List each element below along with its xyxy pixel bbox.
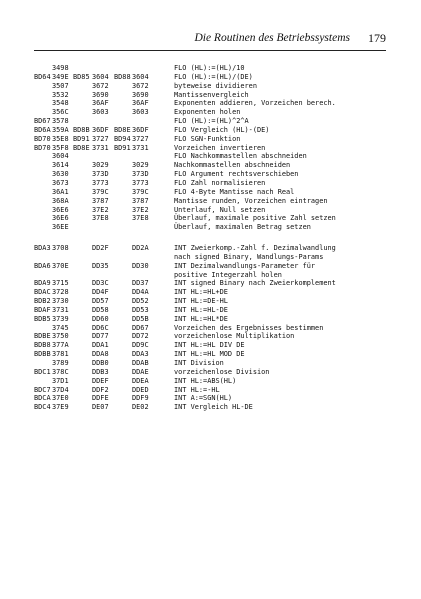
rom-address-c: 3787	[132, 196, 149, 205]
routine-description: FLO (HL):=(HL)/10	[174, 64, 245, 72]
jump-address: BDA3	[34, 244, 51, 253]
jump-address: BDB5	[34, 314, 51, 323]
rom-address-c: DD37	[132, 279, 149, 288]
jump-address-b: BD91	[73, 134, 90, 143]
rom-address-b: DD2F	[92, 244, 109, 253]
rom-address-a: 36E6	[52, 214, 69, 223]
rom-address-a: 37D4	[52, 385, 69, 394]
routine-description: INT HL:=HL MOD DE	[174, 350, 245, 359]
rom-address-b: 3672	[92, 81, 109, 90]
routine-description: INT Vergleich HL-DE	[174, 403, 253, 412]
rom-address-b: DDB0	[92, 359, 109, 367]
table-row	[34, 324, 394, 333]
rom-address-b: DDFE	[92, 394, 109, 403]
rom-address-c: DE02	[132, 403, 149, 412]
jump-address: BD64	[34, 72, 51, 81]
table-row	[34, 403, 394, 412]
rom-address-c: 379C	[132, 187, 149, 196]
rom-address-a: 3750	[52, 332, 69, 341]
rom-address-c: DD67	[132, 323, 149, 332]
rom-address-a: 3745	[52, 323, 69, 332]
table-row	[34, 386, 394, 395]
rom-address-a: 3728	[52, 288, 69, 297]
jump-address-c: BD94	[114, 134, 131, 143]
table-row	[34, 341, 394, 350]
rom-address-c: DD53	[132, 305, 149, 314]
rom-address-a: 3630	[52, 170, 69, 179]
jump-address-b: BD85	[73, 72, 90, 81]
rom-address-a: 356C	[52, 108, 69, 117]
jump-address: BDA6	[34, 261, 51, 270]
page-header	[34, 28, 386, 51]
rom-address-b: 373D	[92, 170, 109, 179]
rom-address-b: 3731	[92, 143, 109, 152]
rom-address-a: 37E9	[52, 403, 69, 412]
jump-address-c: BD88	[114, 72, 131, 81]
rom-address-c: 3672	[132, 81, 149, 90]
table-row	[34, 144, 394, 153]
routine-description: INT HL:=HL+DE	[174, 288, 228, 297]
rom-address-c: DDED	[132, 385, 149, 394]
routine-description: Nachkommastellen abschneiden	[174, 161, 291, 170]
rom-address-c: DD52	[132, 297, 149, 306]
rom-address-b: 3029	[92, 161, 109, 170]
routine-description: INT signed Binary nach Zweierkomplement	[174, 279, 336, 288]
rom-address-a: 3532	[52, 90, 69, 99]
jump-address: BD67	[34, 117, 51, 126]
routine-address-table	[34, 64, 394, 412]
table-row	[34, 135, 394, 144]
rom-address-a: 377A	[52, 341, 69, 350]
rom-address-c: DD30	[132, 261, 149, 270]
table-row	[34, 126, 394, 135]
rom-address-c: 3727	[132, 134, 149, 143]
routine-description: FLO (HL):=(HL)/(DE)	[174, 72, 253, 81]
routine-description: Vorzeichen invertieren	[174, 143, 266, 152]
jump-address-c: BD91	[114, 143, 131, 152]
rom-address-c: DDAE	[132, 367, 149, 376]
table-row	[34, 244, 394, 253]
table-row	[34, 288, 394, 297]
rom-address-a: 3739	[52, 314, 69, 323]
table-row	[34, 99, 394, 108]
routine-description: Unterlauf, Null setzen	[174, 205, 266, 214]
rom-address-a: 3731	[52, 305, 69, 314]
rom-address-b: DD3C	[92, 279, 109, 288]
routine-description: vorzeichenlose Multiplikation	[174, 332, 295, 341]
rom-address-b: 3787	[92, 196, 109, 205]
routine-description: INT HL:=HL-DE	[174, 305, 228, 314]
routine-description: INT HL:=HL DIV DE	[174, 341, 245, 350]
jump-address: BDB2	[34, 297, 51, 306]
rom-address-b: 379C	[92, 187, 109, 196]
rom-address-b: DDA1	[92, 341, 109, 350]
rom-address-c: DD9C	[132, 341, 149, 350]
rom-address-c: DD4A	[132, 288, 149, 297]
rom-address-a: 3781	[52, 350, 69, 359]
rom-address-c: 36AF	[132, 99, 149, 108]
rom-address-c: 36DF	[132, 125, 149, 134]
rom-address-a: 368A	[52, 196, 69, 205]
rom-address-c: 3029	[132, 161, 149, 170]
routine-description: FLO Zahl normalisieren	[174, 178, 266, 187]
routine-description: byteweise dividieren	[174, 81, 257, 90]
jump-address: BDC7	[34, 385, 51, 394]
rom-address-b: DD6C	[92, 323, 109, 332]
table-row	[34, 306, 394, 315]
routine-description: Exponenten holen	[174, 108, 241, 117]
rom-address-c: DDAB	[132, 359, 149, 367]
rom-address-c: 373D	[132, 170, 149, 179]
rom-address-b: 36AF	[92, 99, 109, 108]
rom-address-b: 3604	[92, 72, 109, 81]
routine-description: INT HL:=DE-HL	[174, 297, 228, 306]
rom-address-c: DDA3	[132, 350, 149, 359]
table-row	[34, 82, 394, 91]
rom-address-b: 3603	[92, 108, 109, 117]
rom-address-a: 3673	[52, 178, 69, 187]
jump-address-c: BD8E	[114, 125, 131, 134]
rom-address-b: 3773	[92, 178, 109, 187]
jump-address: BDBB	[34, 350, 51, 359]
table-row	[34, 350, 394, 359]
jump-address: BDA9	[34, 279, 51, 288]
table-row	[34, 64, 394, 73]
rom-address-c: 3731	[132, 143, 149, 152]
routine-description: Vorzeichen des Ergebnisses bestimmen	[174, 323, 324, 332]
rom-address-a: 3708	[52, 244, 69, 253]
rom-address-b: DD60	[92, 314, 109, 323]
table-row	[34, 170, 394, 179]
jump-address: BDBE	[34, 332, 51, 341]
rom-address-a: 3715	[52, 279, 69, 288]
jump-address: BDCA	[34, 394, 51, 403]
rom-address-b: DDA8	[92, 350, 109, 359]
routine-description: FLO Argument rechtsverschieben	[174, 170, 299, 179]
rom-address-a: 370E	[52, 261, 69, 270]
jump-address-b: BD8E	[73, 143, 90, 152]
jump-address: BDC1	[34, 367, 51, 376]
jump-address: BD70	[34, 134, 51, 143]
table-row	[34, 394, 394, 403]
rom-address-a: 3604	[52, 152, 69, 161]
table-row	[34, 214, 394, 223]
routine-description: FLO Vergleich (HL)-(DE)	[174, 125, 270, 134]
rom-address-a: 37D1	[52, 376, 69, 385]
rom-address-b: DD77	[92, 332, 109, 341]
rom-address-a: 3548	[52, 99, 69, 108]
table-row	[34, 368, 394, 377]
rom-address-c: DDF9	[132, 394, 149, 403]
routine-description: vorzeichenlose Division	[174, 367, 270, 376]
rom-address-a: 35F8	[52, 143, 69, 152]
table-row	[34, 188, 394, 197]
routine-description: INT A:=SGN(HL)	[174, 394, 233, 403]
rom-address-b: DD35	[92, 261, 109, 270]
table-row	[34, 179, 394, 188]
rom-address-a: 36A1	[52, 187, 69, 196]
table-row	[34, 161, 394, 170]
table-row	[34, 315, 394, 324]
table-row	[34, 152, 394, 161]
rom-address-a: 3498	[52, 64, 69, 72]
rom-address-a: 36EE	[52, 223, 69, 232]
table-row	[34, 108, 394, 117]
routine-description: INT HL:=ABS(HL)	[174, 376, 237, 385]
rom-address-a: 37E0	[52, 394, 69, 403]
table-row	[34, 279, 394, 288]
table-row	[34, 297, 394, 306]
jump-address: BDAF	[34, 305, 51, 314]
rom-address-a: 36E6	[52, 205, 69, 214]
page-number: 179	[368, 31, 386, 45]
rom-address-c: DD2A	[132, 244, 149, 253]
table-row	[34, 117, 394, 126]
routine-description: positive Integerzahl holen	[174, 270, 282, 279]
rom-address-a: 3730	[52, 297, 69, 306]
rom-address-a: 3578	[52, 117, 69, 126]
jump-address: BDC4	[34, 403, 51, 412]
table-row	[34, 197, 394, 206]
table-row	[34, 271, 394, 280]
routine-description: INT Division	[174, 359, 224, 367]
rom-address-c: 3690	[132, 90, 149, 99]
rom-address-c: DD72	[132, 332, 149, 341]
rom-address-b: DD58	[92, 305, 109, 314]
routine-description: FLO Nachkommastellen abschneiden	[174, 152, 307, 161]
running-title: Die Routinen des Betriebssystems	[194, 32, 350, 44]
jump-address: BDB8	[34, 341, 51, 350]
routine-description: Mantisse runden, Vorzeichen eintragen	[174, 196, 328, 205]
routine-description: INT HL:=HL*DE	[174, 314, 228, 323]
rom-address-b: DDF2	[92, 385, 109, 394]
rom-address-a: 359A	[52, 125, 69, 134]
rom-address-b: 3727	[92, 134, 109, 143]
rom-address-a: 35E8	[52, 134, 69, 143]
rom-address-b: 36DF	[92, 125, 109, 134]
rom-address-c: 3604	[132, 72, 149, 81]
table-row	[34, 377, 394, 386]
rom-address-b: 37E2	[92, 205, 109, 214]
rom-address-c: 37E8	[132, 214, 149, 223]
rom-address-b: 37E8	[92, 214, 109, 223]
routine-description: Exponenten addieren, Vorzeichen berech.	[174, 99, 336, 108]
rom-address-b: DDB3	[92, 367, 109, 376]
routine-description: INT Zweierkomp.-Zahl f. Dezimalwandlung	[174, 244, 336, 253]
table-row	[34, 223, 394, 232]
rom-address-c: 37E2	[132, 205, 149, 214]
rom-address-a: 3507	[52, 81, 69, 90]
rom-address-c: 3773	[132, 178, 149, 187]
table-row	[34, 359, 394, 368]
rom-address-a: 3789	[52, 359, 69, 367]
table-row	[34, 91, 394, 100]
rom-address-a: 349E	[52, 72, 69, 81]
routine-description: INT HL:=-HL	[174, 385, 220, 394]
table-row	[34, 262, 394, 271]
routine-description: Mantissenvergleich	[174, 90, 249, 99]
routine-description: nach signed Binary, Wandlungs-Params	[174, 252, 324, 261]
jump-address: BDAC	[34, 288, 51, 297]
rom-address-a: 378C	[52, 367, 69, 376]
routine-description: Überlauf, maximalen Betrag setzen	[174, 223, 311, 232]
rom-address-a: 3614	[52, 161, 69, 170]
jump-address: BD70	[34, 143, 51, 152]
routine-description: FLO SGN-Funktion	[174, 134, 241, 143]
rom-address-b: DDEF	[92, 376, 109, 385]
rom-address-c: DDEA	[132, 376, 149, 385]
routine-description: Überlauf, maximale positive Zahl setzen	[174, 214, 336, 223]
routine-description: INT Dezimalwandlungs-Parameter für	[174, 261, 316, 270]
table-row	[34, 73, 394, 82]
rom-address-b: DE07	[92, 403, 109, 412]
rom-address-c: 3603	[132, 108, 149, 117]
routine-description: FLO (HL):=(HL)^2^A	[174, 117, 249, 126]
jump-address: BD6A	[34, 125, 51, 134]
table-spacer	[34, 232, 394, 244]
table-row	[34, 332, 394, 341]
routine-description: FLO 4-Byte Mantisse nach Real	[174, 187, 295, 196]
rom-address-b: 3690	[92, 90, 109, 99]
jump-address-b: BD8B	[73, 125, 90, 134]
rom-address-b: DD4F	[92, 288, 109, 297]
rom-address-c: DD5B	[132, 314, 149, 323]
table-row	[34, 253, 394, 262]
rom-address-b: DD57	[92, 297, 109, 306]
